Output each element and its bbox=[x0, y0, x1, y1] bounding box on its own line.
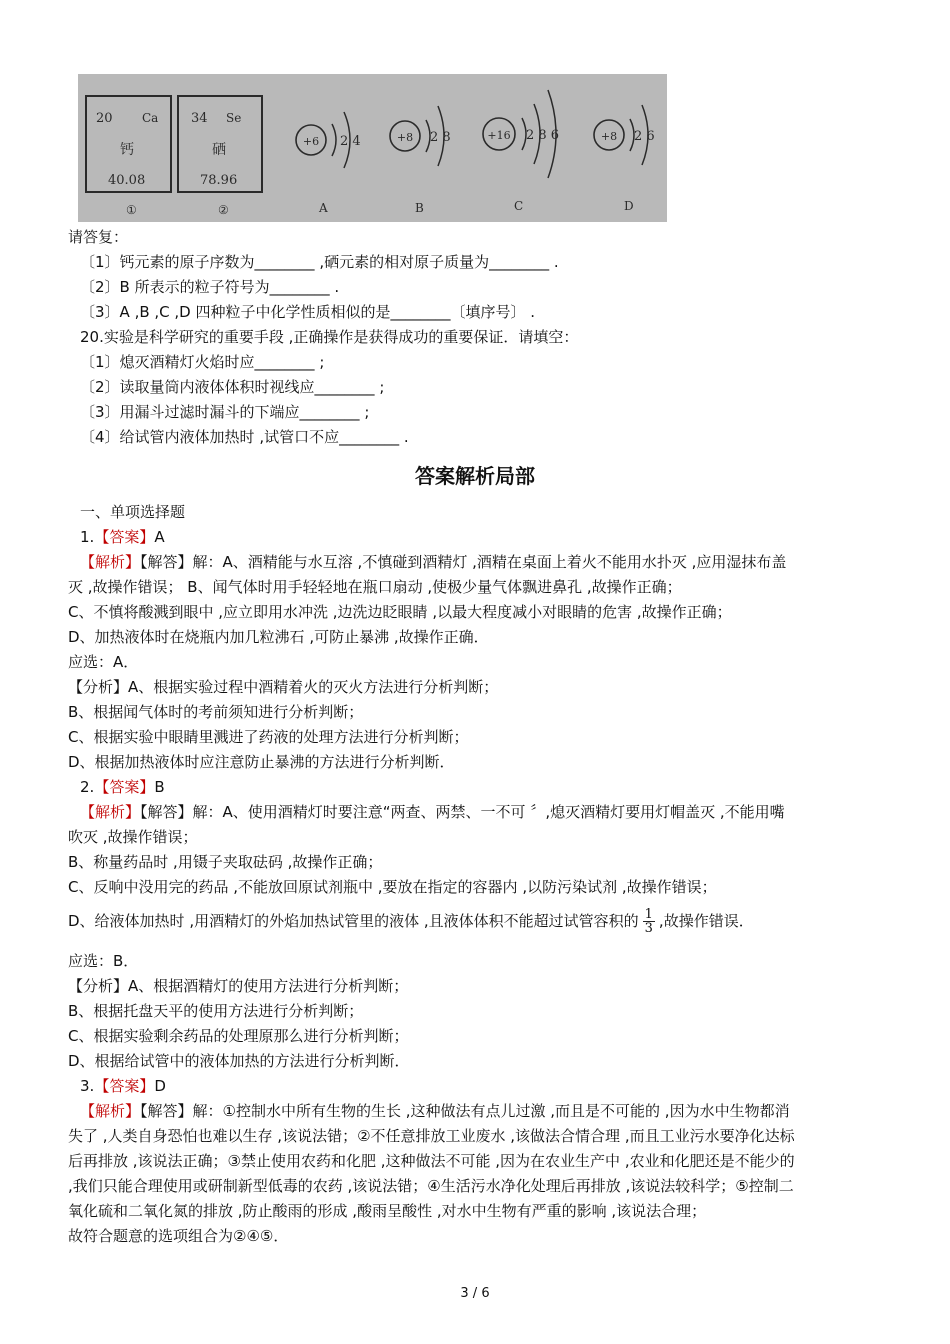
page-number: 3 / 6 bbox=[460, 1286, 490, 1301]
cell-number: 20 bbox=[96, 111, 113, 126]
nucleus-charge: +8 bbox=[600, 130, 618, 143]
answer-3-line-1 bbox=[80, 1100, 790, 1122]
shell-electrons: 2 8 bbox=[430, 130, 451, 145]
answer-3-line-6: 故符合题意的选项组合为②④⑤． bbox=[68, 1227, 289, 1245]
answer-2-line-8: B、根据托盘天平的使用方法进行分析判断； bbox=[68, 1002, 364, 1020]
answer-2-header bbox=[80, 776, 165, 798]
answer-tag: 【答案】 bbox=[94, 778, 155, 796]
jiexi-tag: 【解析】 bbox=[80, 1102, 141, 1120]
cell-name: 钙 bbox=[120, 142, 134, 158]
answer-2-line-7: 【分析】A、根据酒精灯的使用方法进行分析判断； bbox=[68, 977, 409, 995]
answer-1-line-9: D、根据加热液体时应注意防止暴沸的方法进行分析判断． bbox=[68, 753, 455, 771]
answer-2-line-3: B、称量药品时 ,用镊子夹取砝码 ,故操作正确； bbox=[68, 853, 383, 871]
answer-number: 1. bbox=[80, 528, 95, 546]
cell-mass: 78.96 bbox=[200, 173, 238, 188]
nucleus-charge: +16 bbox=[487, 129, 511, 142]
nucleus-charge: +6 bbox=[302, 135, 320, 148]
answer-2-line-5 bbox=[68, 901, 754, 941]
particle-diagram-b bbox=[390, 106, 451, 215]
cell-symbol: Se bbox=[226, 111, 242, 125]
explanation-text: ,故操作错误． bbox=[658, 912, 754, 930]
answer-2-line-9: C、根据实验剩余药品的处理原那么进行分析判断； bbox=[68, 1027, 409, 1045]
answer-3-header bbox=[80, 1075, 166, 1097]
q20-part-3: 〔3〕用漏斗过滤时漏斗的下端应________ ; bbox=[80, 403, 370, 421]
answer-number: 2. bbox=[80, 778, 95, 796]
answer-1-line-5: 应选：A． bbox=[68, 653, 139, 671]
q20-stem: 20.实验是科学研究的重要手段 ,正确操作是获得成功的重要保证．请填空： bbox=[80, 328, 579, 346]
answer-1-header bbox=[80, 526, 165, 548]
answer-1-line-8: C、根据实验中眼睛里溅进了药液的处理方法进行分析判断； bbox=[68, 728, 469, 746]
cell-symbol: Ca bbox=[142, 111, 159, 125]
answer-2-line-10: D、根据给试管中的液体加热的方法进行分析判断． bbox=[68, 1052, 410, 1070]
answer-2-line-2: 吹灭 ,故操作错误； bbox=[68, 828, 198, 846]
q19-part-3: 〔3〕A ,B ,C ,D 四种粒子中化学性质相似的是________〔填序号〕 . bbox=[80, 303, 536, 321]
answer-number: 3. bbox=[80, 1077, 95, 1095]
explanation-text: 【解答】解：A、酒精能与水互溶 ,不慎碰到酒精灯 ,酒精在桌面上着火不能用水扑灭 ,应用湿抹布盖 bbox=[140, 553, 787, 571]
section-title: 答案解析局部 bbox=[415, 464, 535, 488]
q20-part-4: 〔4〕给试管内液体加热时 ,试管口不应________ . bbox=[80, 428, 409, 446]
jiexi-tag: 【解析】 bbox=[80, 553, 141, 571]
answer-1-line-6: 【分析】A、根据实验过程中酒精着火的灭火方法进行分析判断； bbox=[68, 678, 499, 696]
atomic-structure-figure bbox=[78, 74, 667, 222]
jiexi-tag: 【解析】 bbox=[80, 803, 141, 821]
fraction-numerator: 1 bbox=[644, 907, 653, 922]
shell-electrons: 2 4 bbox=[340, 134, 361, 149]
particle-label: A bbox=[319, 201, 328, 215]
figure-svg bbox=[78, 74, 667, 222]
fraction-one-third bbox=[643, 908, 655, 935]
shell-electrons: 2 8 6 bbox=[526, 128, 560, 143]
particle-label: D bbox=[624, 199, 634, 213]
fraction-denominator: 3 bbox=[644, 921, 653, 936]
shell-electrons: 2 6 bbox=[634, 129, 655, 144]
answer-2-line-4: C、反响中没用完的药品 ,不能放回原试剂瓶中 ,要放在指定的容器内 ,以防污染试剂 ,故操作错误； bbox=[68, 878, 717, 896]
particle-label: C bbox=[514, 199, 524, 213]
particle-diagram-d bbox=[594, 105, 655, 213]
nucleus-charge: +8 bbox=[396, 131, 414, 144]
particle-label: B bbox=[415, 201, 424, 215]
answer-value: A bbox=[154, 528, 165, 546]
answer-3-line-5: 氧化硫和二氧化氮的排放 ,防止酸雨的形成 ,酸雨呈酸性 ,对水中生物有严重的影响 ,该说法合理； bbox=[68, 1202, 707, 1220]
answer-1-line-3: C、不慎将酸溅到眼中 ,应立即用水冲洗 ,边洗边眨眼睛 ,以最大程度减小对眼睛的危害 ,故操作正确； bbox=[68, 603, 732, 621]
answer-2-line-6: 应选：B． bbox=[68, 952, 139, 970]
explanation-text: D、给液体加热时 ,用酒精灯的外焰加热试管里的液体 ,且液体体积不能超过试管容积的 bbox=[68, 912, 639, 930]
q20-part-2: 〔2〕读取量筒内液体体积时视线应________ ; bbox=[80, 378, 385, 396]
answer-value: B bbox=[154, 778, 165, 796]
section-one-label: 一、单项选择题 bbox=[80, 503, 186, 521]
particle-diagram-a bbox=[296, 112, 361, 215]
answer-1-line-4: D、加热液体时在烧瓶内加几粒沸石 ,可防止暴沸 ,故操作正确． bbox=[68, 628, 489, 646]
answer-3-line-3: 后再排放 ,该说法正确；③禁止使用农药和化肥 ,这种做法不可能 ,因为在农业生产中 ,农业和化肥还是不能少的 bbox=[68, 1152, 795, 1170]
cell-label: ② bbox=[218, 203, 229, 217]
q19-intro: 请答复： bbox=[68, 228, 129, 246]
explanation-text: 【解答】解：A、使用酒精灯时要注意“两查、两禁、一不可 〞,熄灭酒精灯要用灯帽盖灭 ,不能用嘴 bbox=[140, 803, 785, 821]
answer-3-line-4: ,我们只能合理使用或研制新型低毒的农药 ,该说法错；④生活污水净化处理后再排放 ,该说法较科学；⑤控制二 bbox=[68, 1177, 794, 1195]
answer-tag: 【答案】 bbox=[94, 528, 155, 546]
answer-1-line-1 bbox=[80, 551, 786, 573]
answer-value: D bbox=[154, 1077, 166, 1095]
answer-3-line-2: 失了 ,人类自身恐怕也难以生存 ,该说法错；②不任意排放工业废水 ,该做法合情合理 ,而且工业污水要净化达标 bbox=[68, 1127, 795, 1145]
q20-part-1: 〔1〕熄灭酒精灯火焰时应________ ; bbox=[80, 353, 325, 371]
cell-label: ① bbox=[126, 203, 137, 217]
answer-1-line-2: 灭 ,故操作错误； B、闻气体时用手轻轻地在瓶口扇动 ,使极少量气体飘进鼻孔 ,故操作正确； bbox=[68, 578, 682, 596]
answer-2-line-1 bbox=[80, 801, 785, 823]
answer-tag: 【答案】 bbox=[94, 1077, 155, 1095]
particle-diagram-c bbox=[483, 90, 559, 213]
cell-mass: 40.08 bbox=[108, 173, 146, 188]
explanation-text: 【解答】解：①控制水中所有生物的生长 ,这种做法有点儿过激 ,而且是不可能的 ,因为水中生物都消 bbox=[140, 1102, 790, 1120]
answer-1-line-7: B、根据闻气体时的考前须知进行分析判断； bbox=[68, 703, 364, 721]
q19-part-2: 〔2〕B 所表示的粒子符号为________ . bbox=[80, 278, 340, 296]
cell-name: 硒 bbox=[212, 142, 226, 158]
q19-part-1: 〔1〕钙元素的原子序数为________ ,硒元素的相对原子质量为________ . bbox=[80, 253, 559, 271]
cell-number: 34 bbox=[191, 111, 208, 126]
